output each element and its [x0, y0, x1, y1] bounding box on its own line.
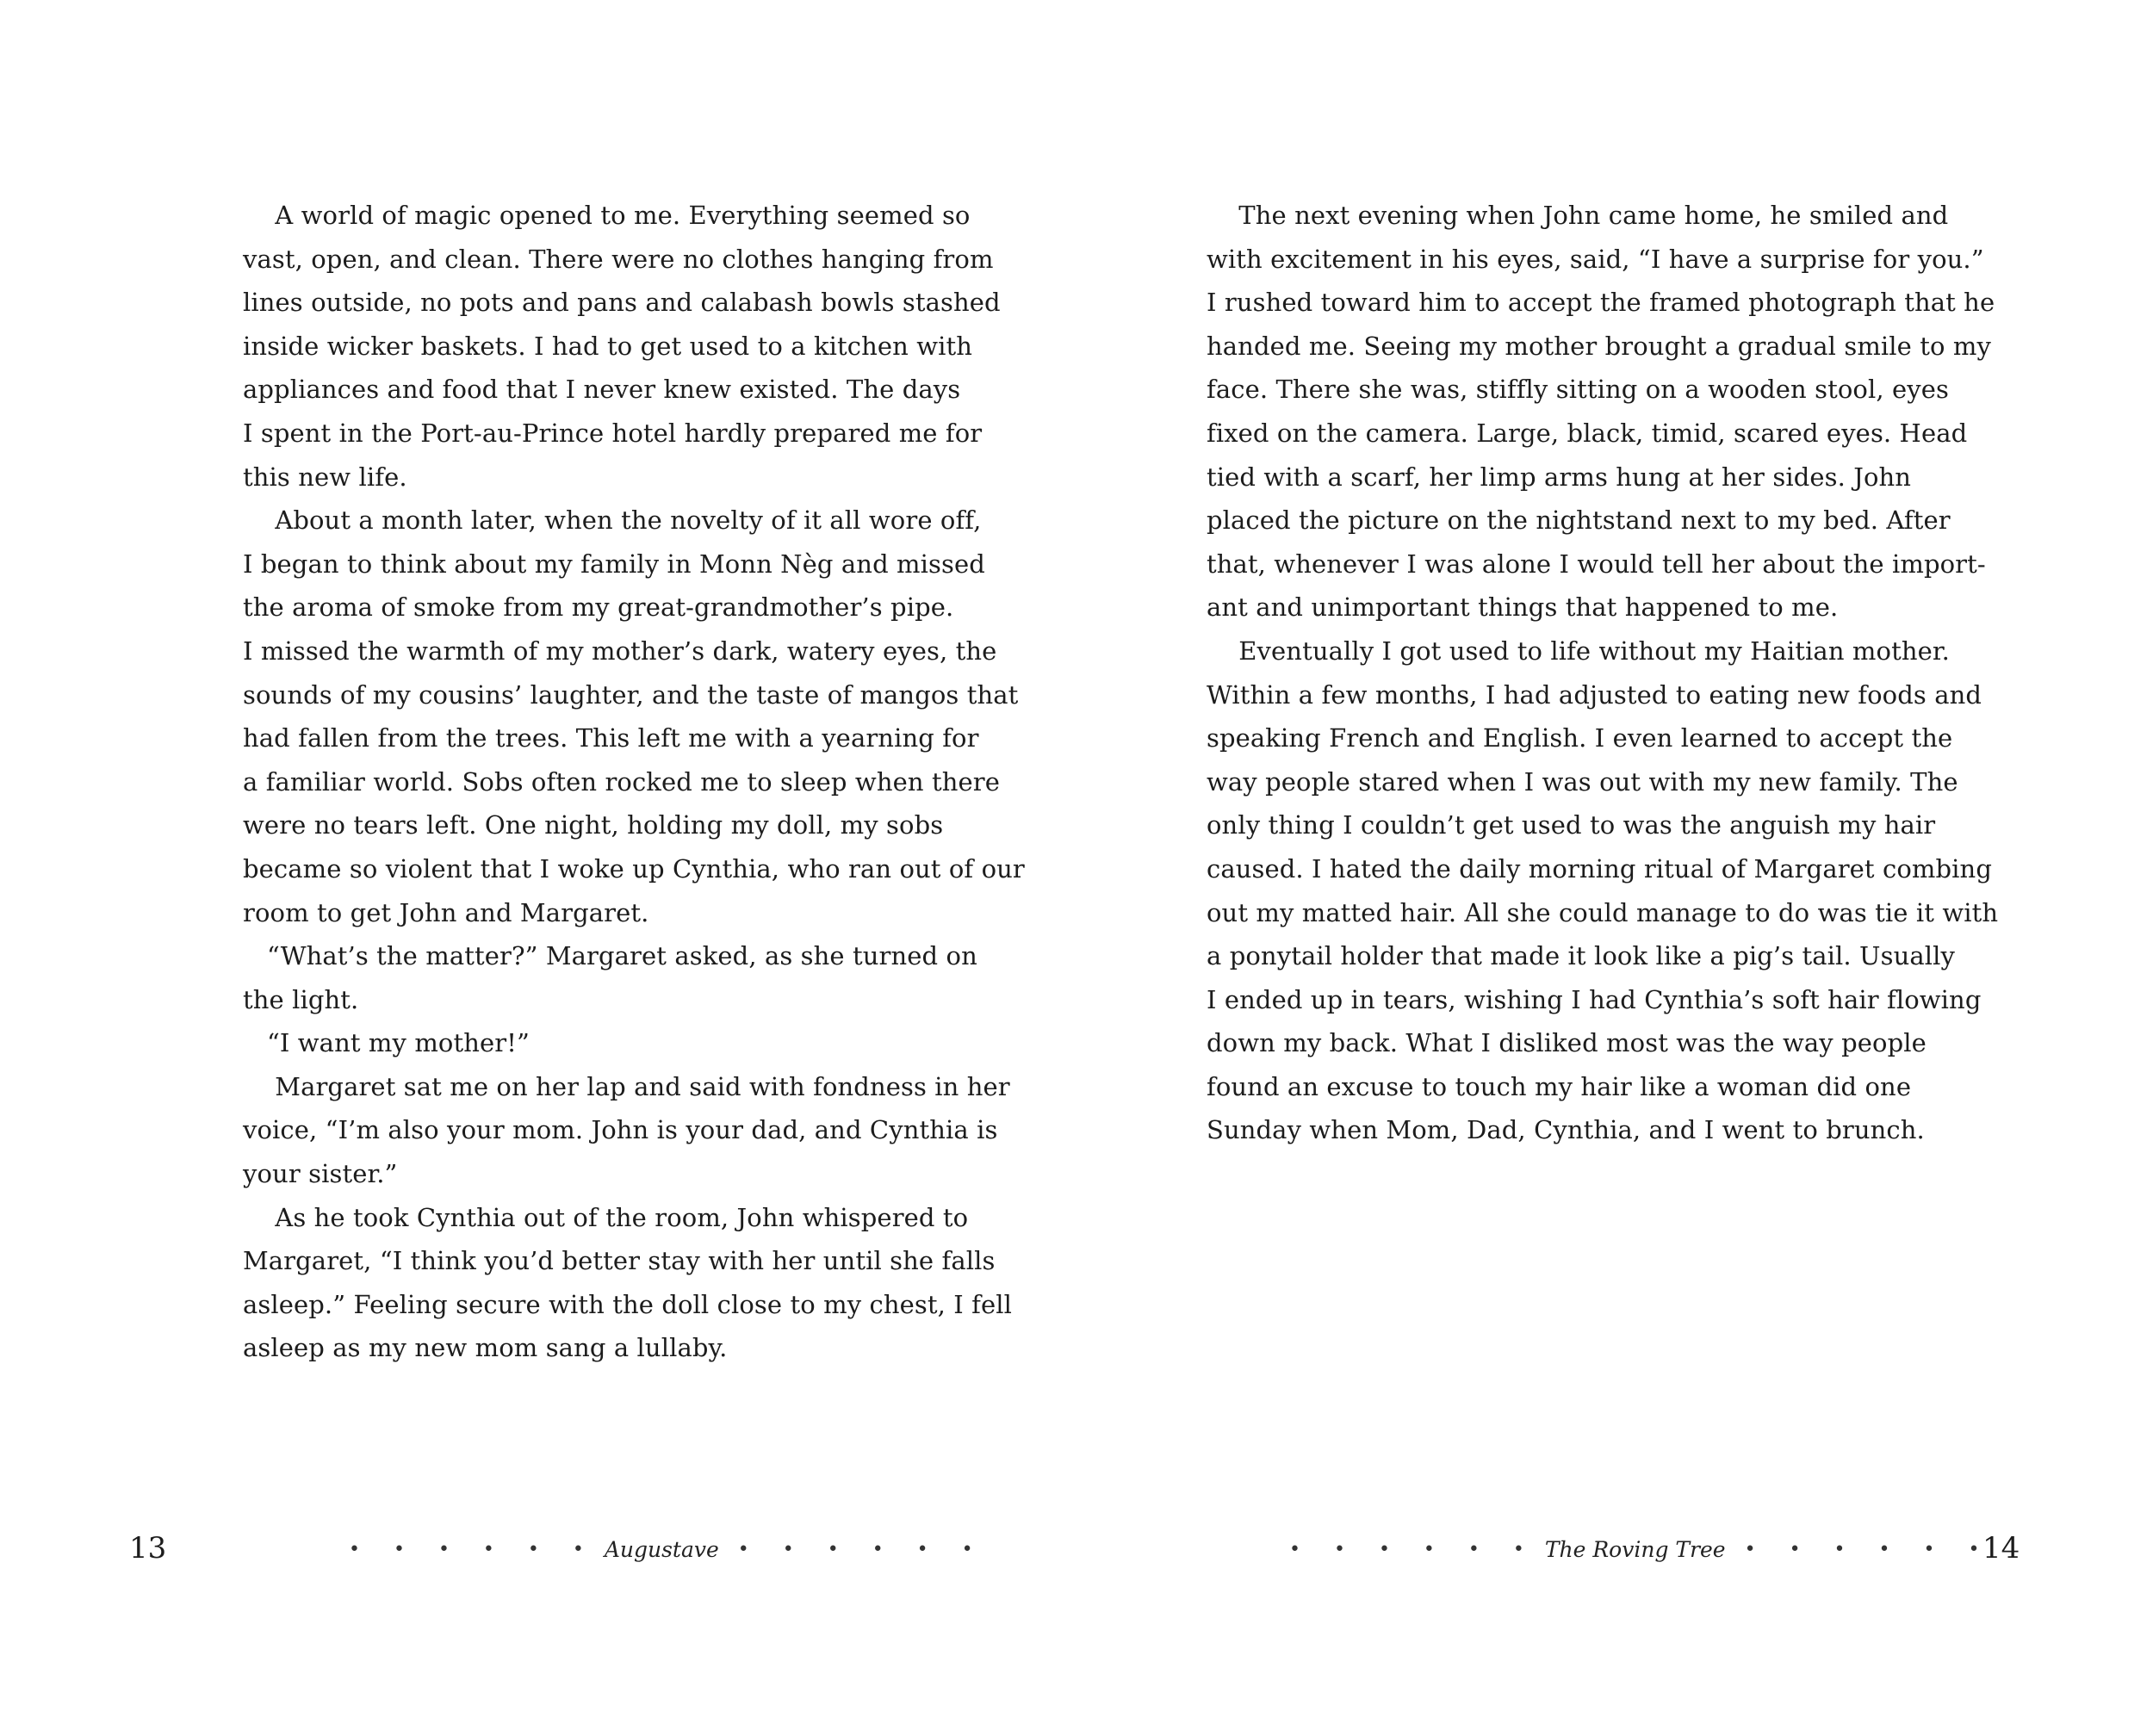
text-line: I began to think about my family in Monn Nèg and missed: [243, 549, 985, 579]
text-line: were no tears left. One night, holding my doll, my sobs: [243, 810, 944, 840]
text-line: tied with a scarf, her limp arms hung at her sides. John: [1207, 462, 1912, 492]
text-line: room to get John and Margaret.: [243, 897, 649, 927]
text-line: this new life.: [243, 462, 407, 492]
text-line: I spent in the Port-au-Prince hotel hardly prepared me for: [243, 418, 983, 448]
text-line: a ponytail holder that made it look like a pig’s tail. Usually: [1207, 941, 1955, 971]
text-line: About a month later, when the novelty of it all wore off,: [243, 505, 982, 536]
text-line: I missed the warmth of my mother’s dark, watery eyes, the: [243, 636, 997, 666]
text-line: a familiar world. Sobs often rocked me to sleep when there: [243, 766, 1000, 797]
text-line: vast, open, and clean. There were no clothes hanging from: [243, 244, 994, 274]
text-line: asleep.” Feeling secure with the doll close to my chest, I fell: [243, 1289, 1012, 1319]
text-line: lines outside, no pots and pans and calabash bowls stashed: [243, 288, 1001, 318]
text-line: “What’s the matter?” Margaret asked, as she turned on: [243, 941, 977, 971]
right-page: [1076, 0, 2153, 1736]
text-line: fixed on the camera. Large, black, timid, scared eyes. Head: [1207, 418, 1968, 448]
text-line: asleep as my new mom sang a lullaby.: [243, 1333, 728, 1363]
text-line: with excitement in his eyes, said, “I have a surprise for you.”: [1207, 244, 1984, 274]
text-line: I rushed toward him to accept the framed photograph that he: [1207, 288, 1995, 318]
text-line: your sister.”: [243, 1159, 398, 1189]
text-line: speaking French and English. I even learned to accept the: [1207, 723, 1953, 753]
text-line: As he took Cynthia out of the room, John whispered to: [243, 1202, 969, 1232]
right-running-footer: [1289, 1533, 1993, 1567]
text-line: had fallen from the trees. This left me with a yearning for: [243, 723, 979, 753]
ornament-dots-left: • • • • • •: [349, 1539, 598, 1560]
text-line: out my matted hair. All she could manage to do was tie it with: [1207, 897, 1999, 927]
text-line: became so violent that I woke up Cynthia, who ran out of our: [243, 853, 1025, 884]
text-line: down my back. What I disliked most was the way people: [1207, 1028, 1927, 1058]
ornament-dots-right: • • • • • •: [737, 1539, 987, 1560]
left-page-body-text: [243, 194, 1025, 1370]
left-running-footer: [349, 1533, 987, 1567]
text-line: ant and unimportant things that happened to me.: [1207, 592, 1839, 623]
text-line: Margaret sat me on her lap and said with fondness in her: [243, 1071, 1010, 1101]
text-line: voice, “I’m also your mom. John is your dad, and Cynthia is: [243, 1115, 998, 1145]
text-line: placed the picture on the nightstand next to my bed. After: [1207, 505, 1951, 536]
ornament-dots-left: • • • • • •: [1289, 1539, 1538, 1560]
ornament-dots-right: • • • • • •: [1744, 1539, 1994, 1560]
left-page: [0, 0, 1076, 1736]
text-line: “I want my mother!”: [243, 1028, 530, 1058]
text-line: way people stared when I was out with my new family. The: [1207, 766, 1958, 797]
text-line: found an excuse to touch my hair like a woman did one: [1207, 1071, 1912, 1101]
running-title-author: Augustave: [604, 1537, 719, 1562]
text-line: inside wicker baskets. I had to get used to a kitchen with: [243, 331, 973, 361]
text-line: A world of magic opened to me. Everything seemed so: [243, 201, 971, 230]
left-page-number: 13: [129, 1531, 167, 1566]
text-line: Margaret, “I think you’d better stay with her until she falls: [243, 1246, 996, 1276]
text-line: the light.: [243, 984, 359, 1014]
right-page-body-text: [1207, 194, 1999, 1152]
text-line: that, whenever I was alone I would tell her about the import-: [1207, 549, 1986, 579]
running-title-book: The Roving Tree: [1544, 1537, 1726, 1562]
text-line: face. There she was, stiffly sitting on a wooden stool, eyes: [1207, 375, 1949, 405]
text-line: Sunday when Mom, Dad, Cynthia, and I went to brunch.: [1207, 1115, 1925, 1145]
text-line: the aroma of smoke from my great-grandmother’s pipe.: [243, 592, 954, 623]
text-line: only thing I couldn’t get used to was the anguish my hair: [1207, 810, 1936, 840]
text-line: sounds of my cousins’ laughter, and the taste of mangos that: [243, 679, 1019, 710]
text-line: caused. I hated the daily morning ritual of Margaret combing: [1207, 853, 1992, 884]
text-line: appliances and food that I never knew existed. The days: [243, 375, 961, 405]
text-line: handed me. Seeing my mother brought a gradual smile to my: [1207, 331, 1991, 361]
text-line: Eventually I got used to life without my Haitian mother.: [1207, 636, 1950, 666]
text-line: Within a few months, I had adjusted to eating new foods and: [1207, 679, 1982, 710]
right-page-number: 14: [1982, 1531, 2020, 1566]
text-line: The next evening when John came home, he smiled and: [1207, 201, 1949, 230]
text-line: I ended up in tears, wishing I had Cynthia’s soft hair flowing: [1207, 984, 1982, 1014]
